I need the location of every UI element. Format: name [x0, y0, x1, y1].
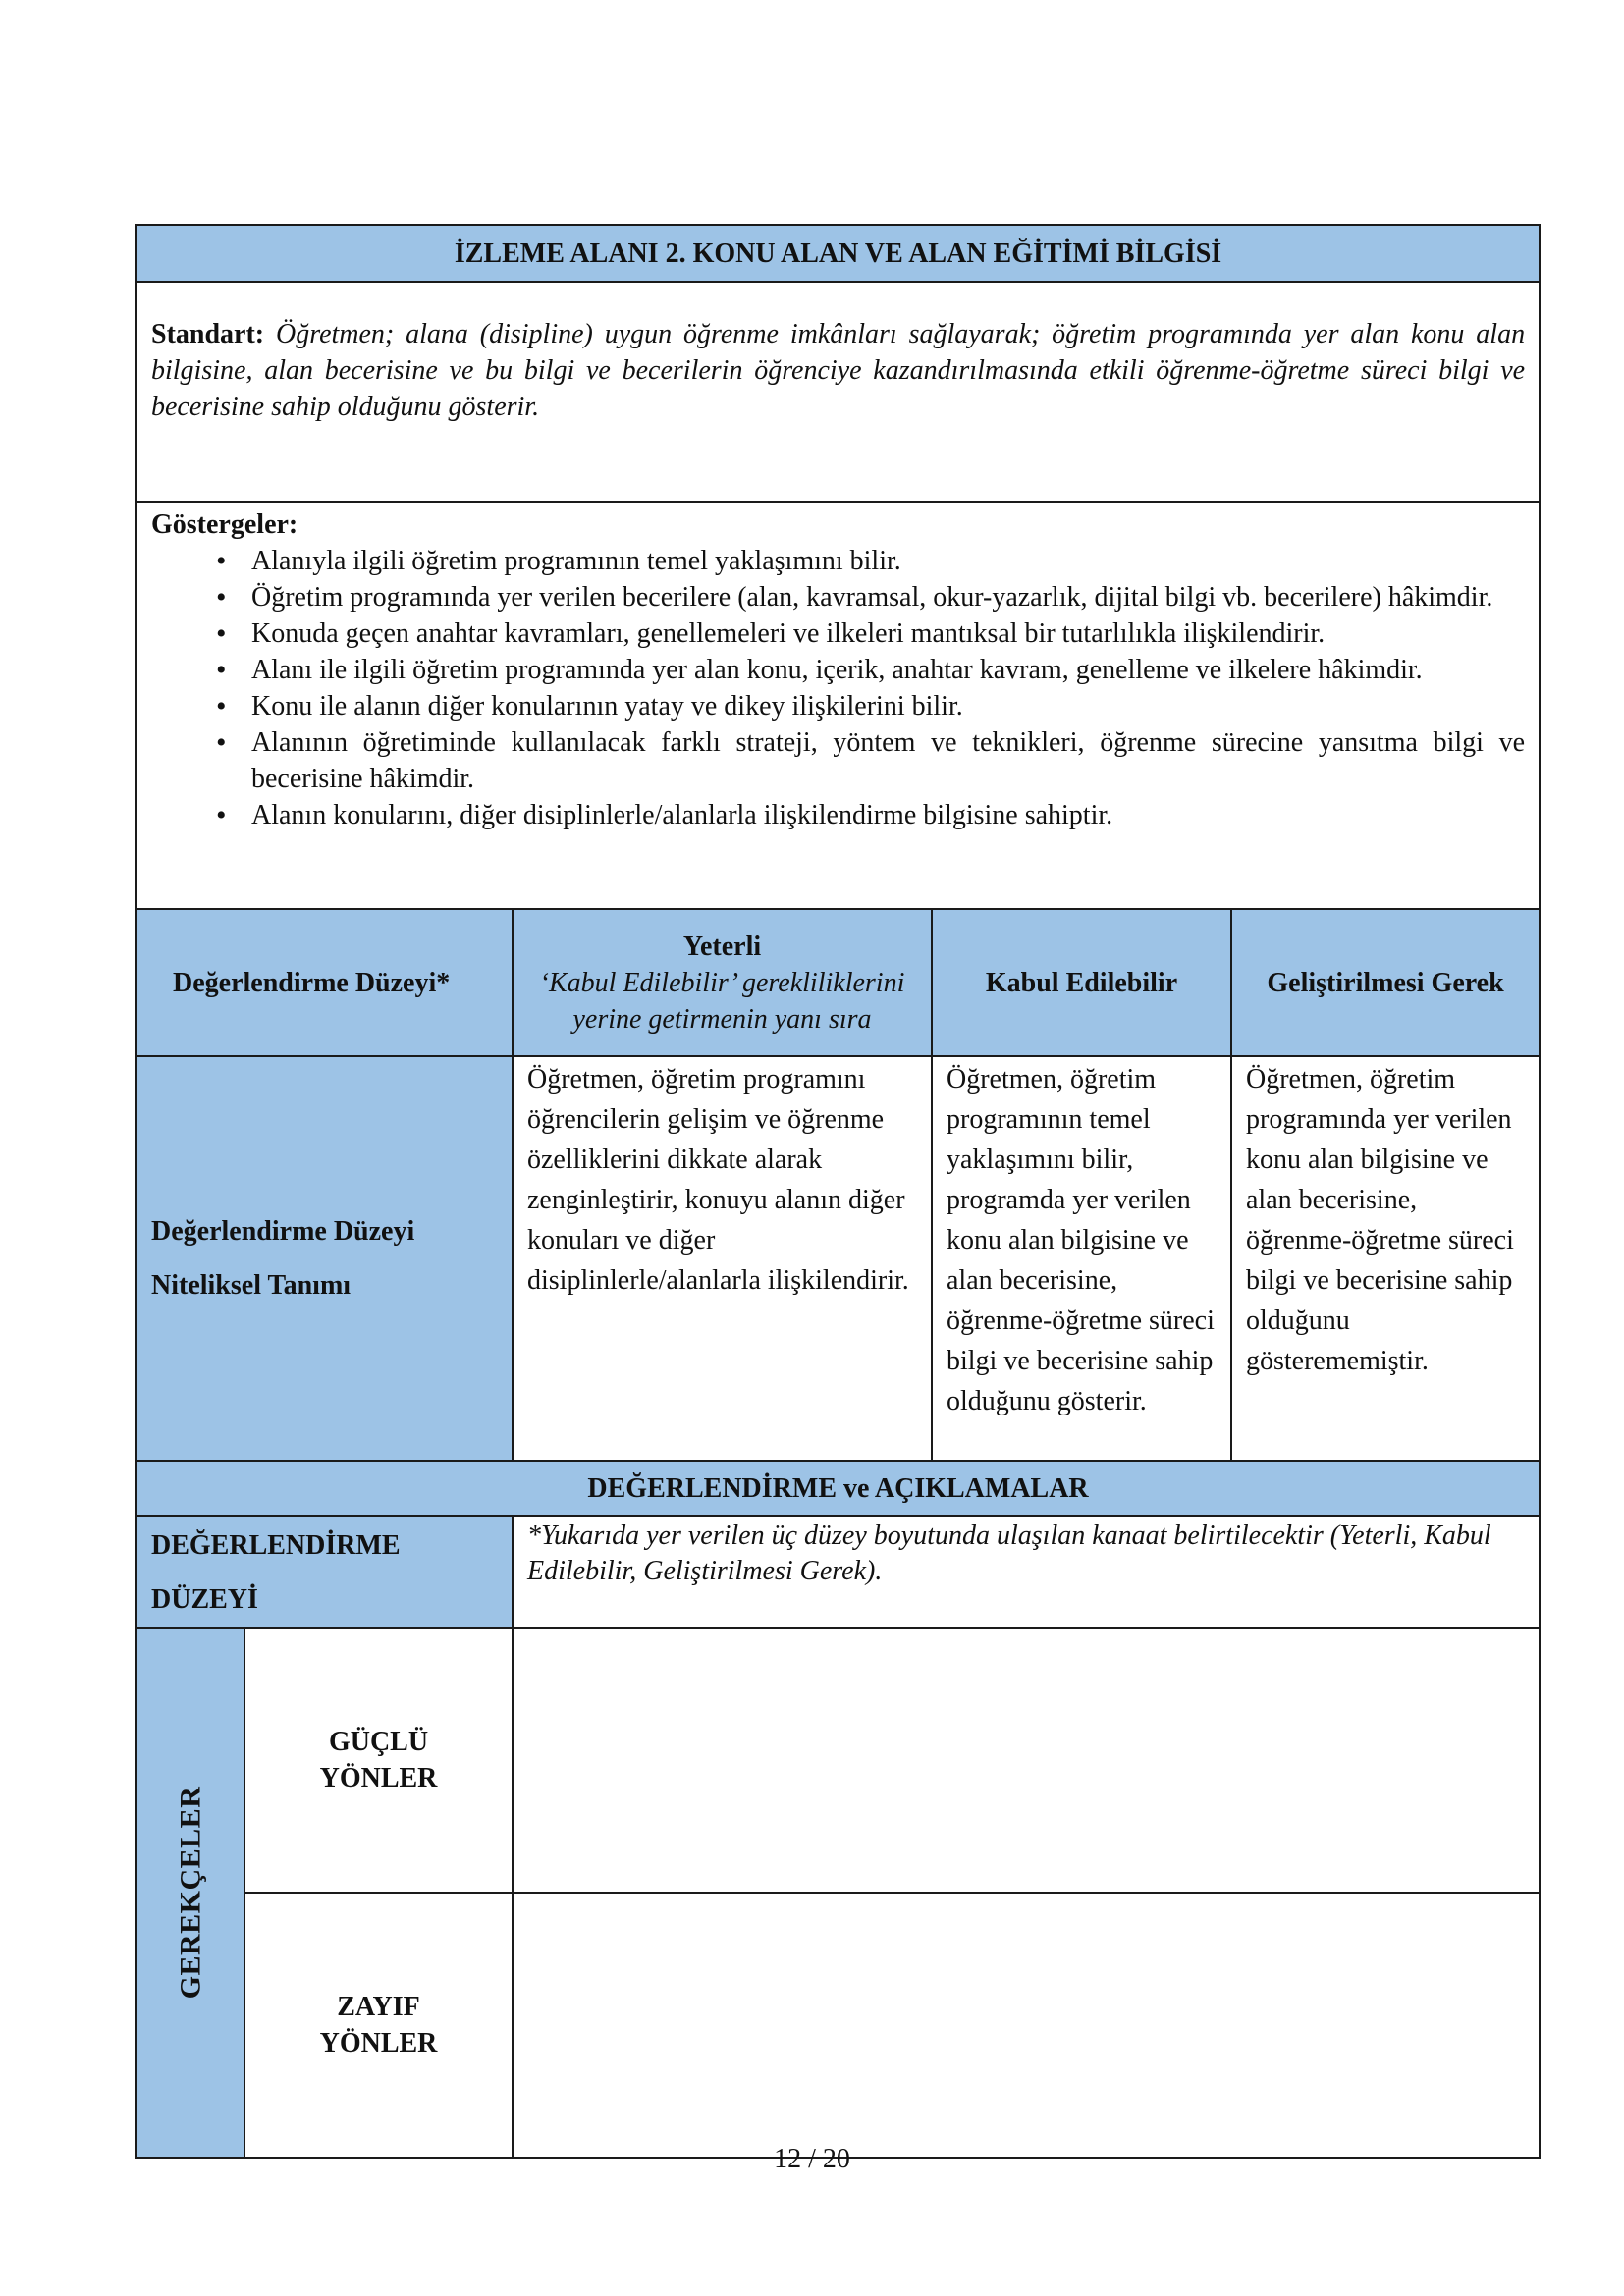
reasons-label: GEREKÇELER — [174, 1786, 207, 2000]
evaluation-level-note: *Yukarıda yer verilen üç düzey boyutunda ulaşılan kanaat belirtilecektir (Yeterli, Kabul Edilebilir, Geliştirilmesi Gerek). — [527, 1521, 1491, 1586]
indicator-item: • Alanın konularını, diğer disiplinlerle/alanlarla ilişkilendirme bilgisine sahiptir. — [165, 797, 1525, 833]
yeterli-description: Öğretmen, öğretim programını öğrencilerin gelişim ve öğrenme özelliklerini dikkate alarak zenginleştirir, konuyu alanın diğer konuları ve diğer disiplinlerle/alanlarla ilişkilendirir. — [513, 1056, 932, 1461]
indicator-item: • Alanı ile ilgili öğretim programında yer alan konu, içerik, anahtar kavram, genelleme ve ilkelere hâkimdir. — [165, 652, 1525, 688]
indicator-item: • Konuda geçen anahtar kavramları, genellemeleri ve ilkeleri mantıksal bir tutarlılıkla ilişkilendirir. — [165, 615, 1525, 652]
strengths-label — [244, 1628, 513, 1893]
strengths-field[interactable] — [513, 1628, 1540, 1893]
evaluation-section-title: DEĞERLENDİRME ve AÇIKLAMALAR — [136, 1461, 1540, 1516]
evaluation-form-table — [135, 224, 1541, 2159]
indicators-list — [151, 543, 1525, 833]
weaknesses-label-line2: YÖNLER — [319, 2028, 438, 2058]
evaluation-level-label-line2: DÜZEYİ — [151, 1584, 258, 1615]
level-description-label-line2: Niteliksel Tanımı — [151, 1270, 352, 1301]
yeterli-subtitle: ‘Kabul Edilebilir’ gerekliliklerini yerine getirmenin yanı sıra — [539, 967, 905, 1035]
level-header-kabul: Kabul Edilebilir — [932, 909, 1231, 1056]
indicator-item: • Öğretim programında yer verilen becerilere (alan, kavramsal, okur-yazarlık, dijital bilgi vb. becerilere) hâkimdir. — [165, 579, 1525, 615]
weaknesses-field[interactable] — [513, 1893, 1540, 2158]
reasons-label-cell — [136, 1628, 244, 2158]
evaluation-level-field[interactable] — [513, 1516, 1540, 1628]
weaknesses-label — [244, 1893, 513, 2158]
gelistirilmesi-description: Öğretmen, öğretim programında yer verilen konu alan bilgisine ve alan becerisine, öğrenme-öğretme süreci bilgi ve becerisine sahip olduğunu gösterememiştir. — [1231, 1056, 1540, 1461]
evaluation-level-label-line1: DEĞERLENDİRME — [151, 1530, 401, 1561]
indicator-item: • Alanıyla ilgili öğretim programının temel yaklaşımını bilir. — [165, 543, 1525, 579]
indicators-label: Göstergeler: — [151, 509, 298, 540]
level-header-gelistirilmesi: Geliştirilmesi Gerek — [1231, 909, 1540, 1056]
indicator-item: • Konu ile alanın diğer konularının yatay ve dikey ilişkilerini bilir. — [165, 688, 1525, 724]
yeterli-title: Yeterli — [682, 931, 762, 962]
level-description-label — [136, 1056, 513, 1461]
standard-section — [136, 282, 1540, 502]
strengths-label-line2: YÖNLER — [319, 1763, 438, 1793]
level-header-yeterli — [513, 909, 932, 1056]
kabul-description: Öğretmen, öğretim programının temel yaklaşımını bilir, programda yer verilen konu alan bilgisine ve alan becerisine, öğrenme-öğretme süreci bilgi ve becerisine sahip olduğunu gösterir. — [932, 1056, 1231, 1461]
indicators-section — [136, 502, 1540, 909]
strengths-label-line1: GÜÇLÜ — [328, 1727, 429, 1757]
level-header-label: Değerlendirme Düzeyi* — [136, 909, 513, 1056]
indicator-item: • Alanının öğretiminde kullanılacak farklı strateji, yöntem ve teknikleri, öğrenme sürecine yansıtma bilgi ve becerisine hâkimdir. — [165, 724, 1525, 797]
weaknesses-label-line1: ZAYIF — [337, 1992, 420, 2022]
standard-text: Öğretmen; alana (disipline) uygun öğrenme imkânları sağlayarak; öğretim programında yer alan konu alan bilgisine, alan becerisine ve bu bilgi ve becerilerin öğrenciye kazandırılmasında etkili öğrenme-öğretme süreci bilgi ve becerisine sahip olduğunu gösterir. — [151, 319, 1526, 422]
level-description-label-line1: Değerlendirme Düzeyi — [151, 1216, 415, 1247]
standard-label: Standart: — [151, 319, 265, 349]
form-title: İZLEME ALANI 2. KONU ALAN VE ALAN EĞİTİMİ BİLGİSİ — [136, 225, 1540, 282]
page-number: 12 / 20 — [774, 2144, 850, 2174]
evaluation-level-label — [136, 1516, 513, 1628]
